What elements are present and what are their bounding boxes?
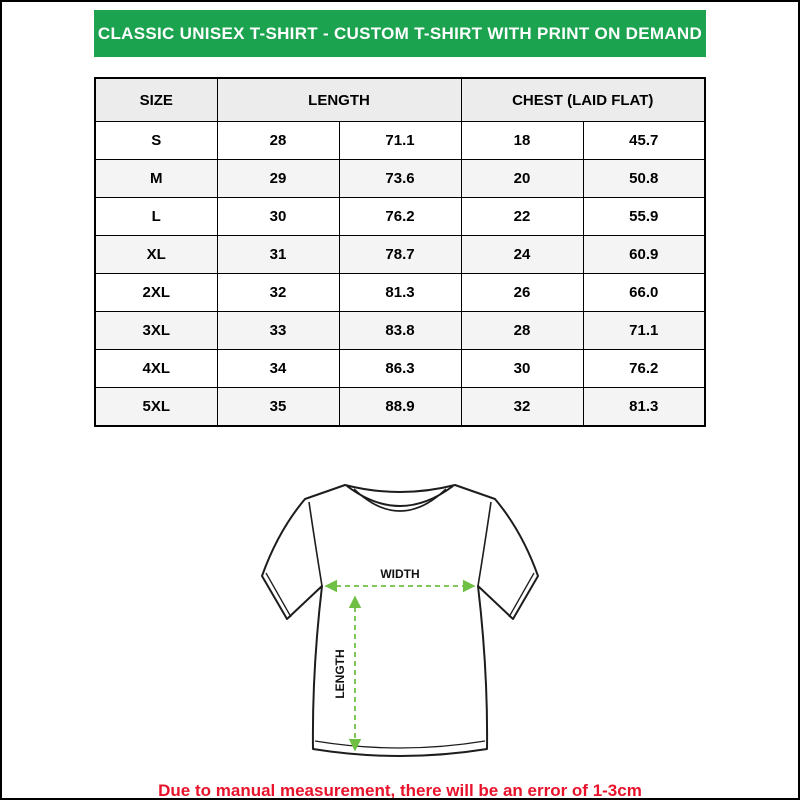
cell-chest-cm: 81.3 bbox=[583, 388, 705, 427]
cell-chest-cm: 71.1 bbox=[583, 312, 705, 350]
cell-chest-cm: 66.0 bbox=[583, 274, 705, 312]
cell-chest-cm: 60.9 bbox=[583, 236, 705, 274]
cell-length-in: 29 bbox=[217, 160, 339, 198]
cell-size: S bbox=[95, 122, 217, 160]
cell-length-in: 33 bbox=[217, 312, 339, 350]
cell-length-cm: 88.9 bbox=[339, 388, 461, 427]
cell-chest-cm: 55.9 bbox=[583, 198, 705, 236]
cell-length-in: 30 bbox=[217, 198, 339, 236]
cell-chest-in: 28 bbox=[461, 312, 583, 350]
size-chart-table bbox=[94, 77, 706, 427]
cell-size: 2XL bbox=[95, 274, 217, 312]
table-row bbox=[95, 388, 705, 427]
cell-length-cm: 86.3 bbox=[339, 350, 461, 388]
cell-chest-in: 26 bbox=[461, 274, 583, 312]
page-title: CLASSIC UNISEX T-SHIRT - CUSTOM T-SHIRT WITH PRINT ON DEMAND bbox=[97, 24, 703, 43]
cell-size: 3XL bbox=[95, 312, 217, 350]
cell-chest-cm: 50.8 bbox=[583, 160, 705, 198]
width-label: WIDTH bbox=[380, 567, 420, 581]
cell-size: XL bbox=[95, 236, 217, 274]
cell-length-cm: 73.6 bbox=[339, 160, 461, 198]
cell-length-in: 32 bbox=[217, 274, 339, 312]
tshirt-svg bbox=[258, 471, 542, 765]
col-header-size: SIZE bbox=[95, 78, 217, 122]
cell-chest-in: 22 bbox=[461, 198, 583, 236]
table-header-row bbox=[95, 78, 705, 122]
measurement-note: Due to manual measurement, there will be an error of 1-3cm bbox=[158, 781, 642, 800]
table-row bbox=[95, 312, 705, 350]
cell-size: M bbox=[95, 160, 217, 198]
cell-chest-in: 24 bbox=[461, 236, 583, 274]
cell-length-in: 28 bbox=[217, 122, 339, 160]
cell-chest-in: 18 bbox=[461, 122, 583, 160]
cell-length-in: 34 bbox=[217, 350, 339, 388]
col-header-length: LENGTH bbox=[217, 78, 461, 122]
cell-length-cm: 83.8 bbox=[339, 312, 461, 350]
cell-length-cm: 81.3 bbox=[339, 274, 461, 312]
table-row bbox=[95, 274, 705, 312]
cell-size: 5XL bbox=[95, 388, 217, 427]
cell-length-in: 31 bbox=[217, 236, 339, 274]
table-row bbox=[95, 236, 705, 274]
tshirt-diagram bbox=[258, 471, 542, 765]
table-row bbox=[95, 160, 705, 198]
col-header-chest: CHEST (LAID FLAT) bbox=[461, 78, 705, 122]
cell-length-cm: 76.2 bbox=[339, 198, 461, 236]
tshirt-outline bbox=[262, 485, 538, 756]
cell-chest-in: 20 bbox=[461, 160, 583, 198]
cell-length-cm: 78.7 bbox=[339, 236, 461, 274]
table-row bbox=[95, 350, 705, 388]
cell-chest-in: 30 bbox=[461, 350, 583, 388]
length-label: LENGTH bbox=[333, 649, 347, 699]
cell-chest-in: 32 bbox=[461, 388, 583, 427]
cell-chest-cm: 76.2 bbox=[583, 350, 705, 388]
cell-size: 4XL bbox=[95, 350, 217, 388]
table-row bbox=[95, 198, 705, 236]
title-banner bbox=[94, 10, 706, 57]
cell-size: L bbox=[95, 198, 217, 236]
table-row bbox=[95, 122, 705, 160]
cell-length-cm: 71.1 bbox=[339, 122, 461, 160]
cell-chest-cm: 45.7 bbox=[583, 122, 705, 160]
cell-length-in: 35 bbox=[217, 388, 339, 427]
